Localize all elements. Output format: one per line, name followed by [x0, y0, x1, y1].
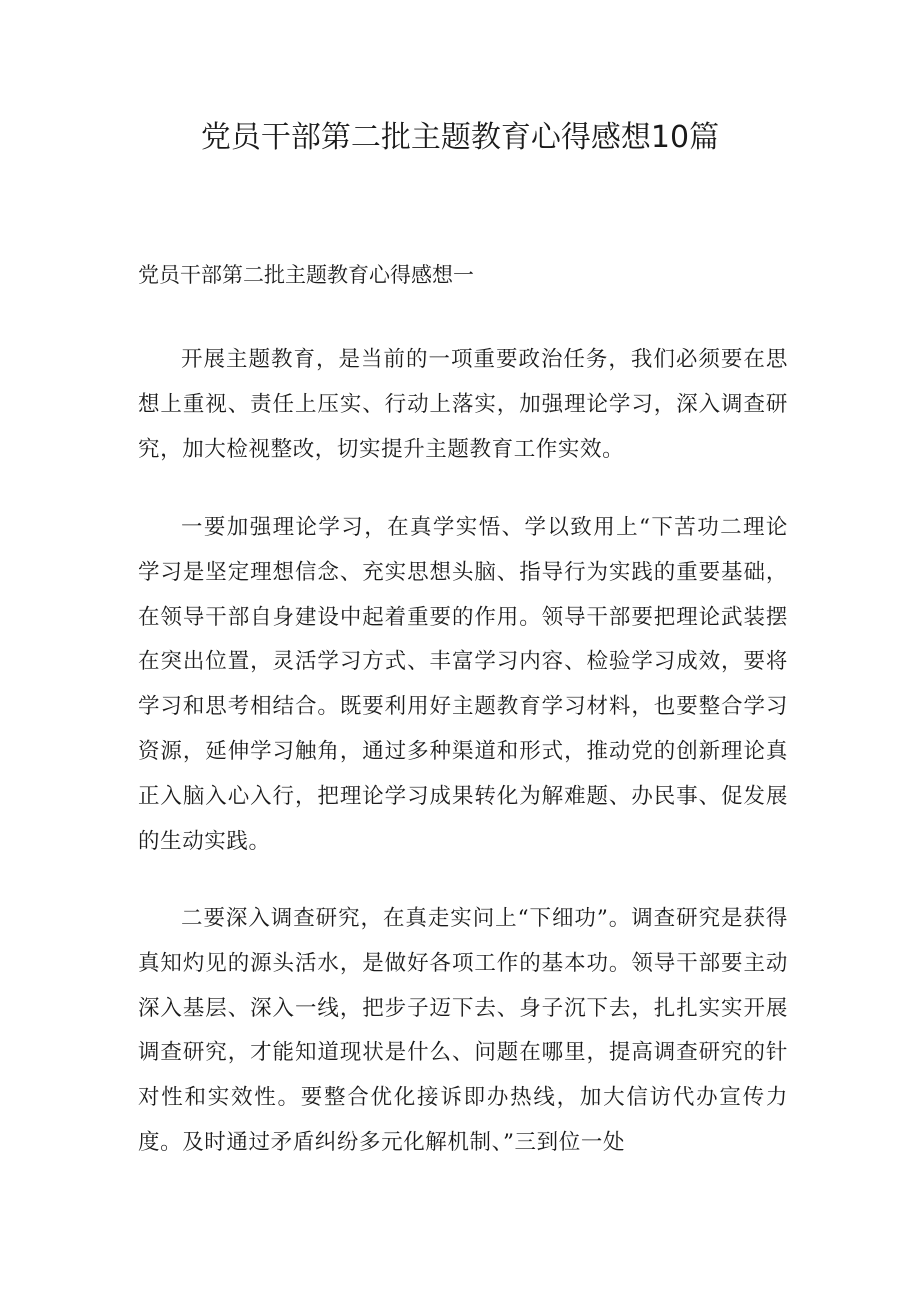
paragraph-theory-study: 一要加强理论学习，在真学实悟、学以致用上“下苦功二理论学习是坚定理想信念、充实思想头脑、指导行为实践的重要基础，在领导干部自身建设中起着重要的作用。领导干部要把理论武装摆在突出位置，灵活学习方式、丰富学习内容、检验学习成效，要将学习和思考相结合。既要利用好主题教育学习材料，也要整合学习资源，延伸学习触角，通过多种渠道和形式，推动党的创新理论真正入脑入心入行，把理论学习成果转化为解难题、办民事、促发展的生动实践。 — [138, 515, 788, 854]
paragraph-intro: 开展主题教育，是当前的一项重要政治任务，我们必须要在思想上重视、责任上压实、行动上落实，加强理论学习，深入调查研究，加大检视整改，切实提升主题教育工作实效。 — [138, 347, 788, 462]
section-heading: 党员干部第二批主题教育心得感想一 — [138, 263, 474, 287]
paragraph-research: 二要深入调查研究，在真走实问上“下细功”。调查研究是获得真知灼见的源头活水，是做好各项工作的基本功。领导干部要主动深入基层、深入一线，把步子迈下去、身子沉下去，扎扎实实开展调查研究，才能知道现状是什么、问题在哪里，提高调查研究的针对性和实效性。要整合优化接诉即办热线，加大信访代办宣传力度。及时通过矛盾纠纷多元化解机制、”三到位一处 — [138, 906, 788, 1155]
document-title: 党员干部第二批主题教育心得感想10篇 — [200, 120, 720, 155]
